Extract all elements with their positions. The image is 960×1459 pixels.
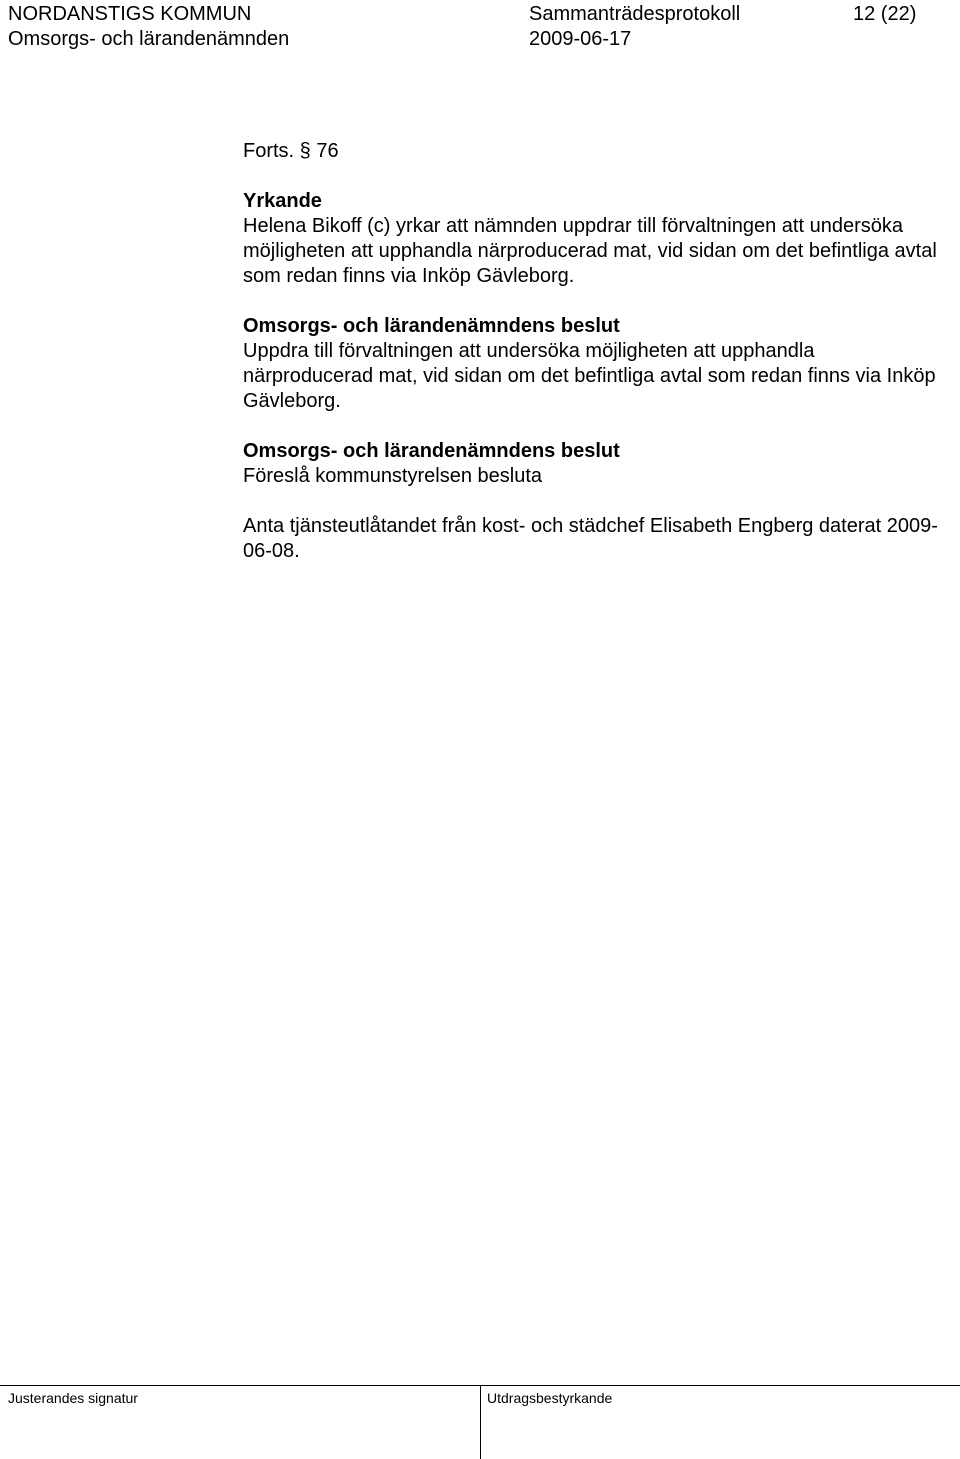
- section-reference: Forts. § 76: [243, 140, 339, 162]
- organization-name: NORDANSTIGS KOMMUN: [8, 3, 252, 25]
- yrkande-text: Helena Bikoff (c) yrkar att nämnden uppdrar till förvaltningen att undersöka möjligheten att upphandla närproducerad mat, vid sidan om det befintliga avtal som redan finns via Inköp Gävleborg.: [243, 215, 937, 287]
- meeting-date: 2009-06-17: [529, 28, 632, 50]
- document-type: Sammanträdesprotokoll: [529, 3, 741, 25]
- yrkande-heading: Yrkande: [243, 190, 322, 212]
- committee-name: Omsorgs- och lärandenämnden: [8, 28, 290, 50]
- justerandes-signatur-label: Justerandes signatur: [8, 1390, 138, 1406]
- decision-text-2: Föreslå kommunstyrelsen besluta: [243, 465, 543, 487]
- decision-heading: Omsorgs- och lärandenämndens beslut: [243, 315, 620, 337]
- signature-footer: [0, 1385, 960, 1459]
- decision-heading-2: Omsorgs- och lärandenämndens beslut: [243, 440, 620, 462]
- document-body: [243, 139, 943, 564]
- page-number: 12 (22): [853, 3, 917, 25]
- footer-divider: [480, 1385, 481, 1459]
- utdragsbestyrkande-label: Utdragsbestyrkande: [487, 1390, 613, 1406]
- decision-item: Anta tjänsteutlåtandet från kost- och städchef Elisabeth Engberg daterat 2009-06-08.: [243, 515, 938, 562]
- decision-text: Uppdra till förvaltningen att undersöka möjligheten att upphandla närproducerad mat, vid sidan om det befintliga avtal som redan finns via Inköp Gävleborg.: [243, 340, 936, 412]
